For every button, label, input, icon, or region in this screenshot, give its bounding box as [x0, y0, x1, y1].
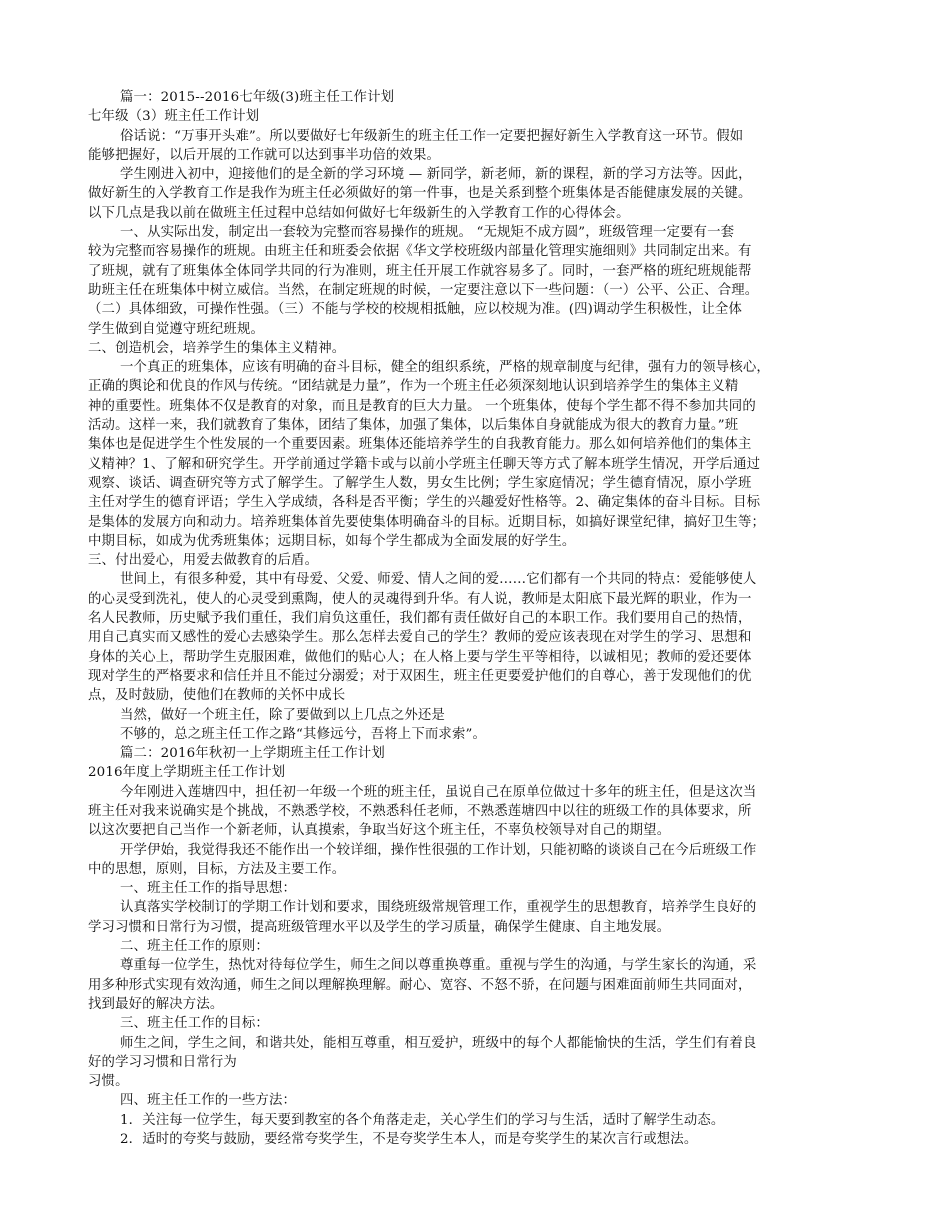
text-line: 做好新生的入学教育工作是我作为班主任必须做好的第一件事，也是关系到整个班集体是否能健康发展的关键。 [88, 186, 752, 202]
text-line: 是集体的发展方向和动力。培养班集体首先要使集体明确奋斗的目标。近期目标，如搞好课堂纪律，搞好卫生等； [88, 514, 766, 530]
text-line: 尊重每一位学生，热忱对待每位学生，师生之间以尊重换尊重。重视与学生的沟通，与学生家长的沟通，采 [120, 958, 757, 974]
text-line: 2016年度上学期班主任工作计划 [88, 765, 286, 781]
text-line: 的心灵受到洗礼，使人的心灵受到熏陶，使人的灵魂得到升华。有人说，教师是太阳底下最光辉的职业，作为一 [88, 591, 752, 607]
text-line: 学习习惯和日常行为习惯，提高班级管理水平以及学生的学习质量，确保学生健康、自主地发展。 [88, 919, 671, 935]
text-line: 班主任对我来说确实是个挑战，不熟悉学校，不熟悉科任老师，不熟悉莲塘四中以往的班级工作的具体要求，所 [88, 803, 752, 819]
text-line: 七年级（3）班主任工作计划 [88, 109, 260, 125]
text-line: 2．适时的夸奖与鼓励，要经常夸奖学生，不是夸奖学生本人，而是夸奖学生的某次言行或想法。 [120, 1132, 698, 1148]
text-line: 身体的关心上，帮助学生克服困难，做他们的贴心人；在人格上要与学生平等相待，以诚相见；教师的爱还要体 [88, 649, 752, 665]
text-line: 好的学习习惯和日常行为 [88, 1054, 237, 1070]
text-line: 世间上，有很多种爱，其中有母爱、父爱、师爱、情人之间的爱……它们都有一个共同的特点：爱能够使人 [120, 572, 757, 588]
text-line: 较为完整而容易操作的班规。由班主任和班委会依据《华文学校班级内部量化管理实施细则》共同制定出来。有 [88, 244, 752, 260]
text-line: 中期目标，如成为优秀班集体；远期目标，如每个学生都成为全面发展的好学生。 [88, 533, 576, 549]
text-line: 当然，做好一个班主任，除了要做到以上几点之外还是 [120, 707, 445, 723]
text-line: 观察、谈话、调查研究等方式了解学生。了解学生人数，男女生比例；学生家庭情况；学生德育情况，原小学班 [88, 475, 752, 491]
text-line: 一、从实际出发，制定出一套较为完整而容易操作的班规。 “无规矩不成方圆”，班级管理一定要有一套 [120, 225, 735, 241]
text-line: 二、班主任工作的原则： [120, 939, 269, 955]
text-line: 中的思想，原则，目标，方法及主要工作。 [88, 861, 346, 877]
text-line: 三、班主任工作的目标： [120, 1016, 269, 1032]
text-line: 篇一：2015--2016七年级(3)班主任工作计划 [120, 90, 395, 105]
text-line: 学生做到自觉遵守班纪班规。 [88, 321, 265, 337]
text-line: 神的重要性。班集体不仅是教育的对象，而且是教育的巨大力量。 一个班集体，使每个学生都不得不参加共同的 [88, 398, 756, 414]
text-line: 俗话说：“万事开头难”。所以要做好七年级新生的班主任工作一定要把握好新生入学教育这一环节。假如 [120, 128, 744, 144]
text-line: 主任对学生的德育评语；学生入学成绩，各科是否平衡；学生的兴趣爱好性格等。2、确定集体的奋斗目标。目标 [88, 495, 761, 511]
text-line: 活动。这样一来，我们就教育了集体，团结了集体，加强了集体，以后集体自身就能成为很大的教育力量。”班 [88, 418, 739, 434]
text-line: 用自己真实而又感性的爱心去感染学生。那么怎样去爱自己的学生？教师的爱应该表现在对学生的学习、思想和 [88, 630, 752, 646]
text-line: 习惯。 [88, 1074, 129, 1090]
text-line: 学生刚进入初中，迎接他们的是全新的学习环境 — 新同学，新老师，新的课程，新的学习方法等。因此， [120, 167, 752, 183]
text-line: 点，及时鼓励，使他们在教师的关怀中成长 [88, 688, 346, 704]
text-line: 能够把握好，以后开展的工作就可以达到事半功倍的效果。 [88, 147, 441, 163]
text-line: 今年刚进入莲塘四中，担任初一年级一个班的班主任，虽说自己在原单位做过十多年的班主任，但是这次当 [120, 784, 757, 800]
text-line: 三、付出爱心，用爱去做教育的后盾。 [88, 553, 319, 569]
text-line: 认真落实学校制订的学期工作计划和要求，围绕班级常规管理工作，重视学生的思想教育，培养学生良好的 [120, 900, 757, 916]
text-line: 不够的，总之班主任工作之路“其修远兮，吾将上下而求索”。 [120, 726, 487, 742]
text-line: 以下几点是我以前在做班主任过程中总结如何做好七年级新生的入学教育工作的心得体会。 [88, 205, 630, 221]
text-line: 现对学生的严格要求和信任并且不能过分溺爱；对于双困生，班主任更要爱护他们的自尊心，善于发现他们的优 [88, 668, 752, 684]
text-line: 四、班主任工作的一些方法： [120, 1093, 297, 1109]
text-line: 一个真正的班集体，应该有明确的奋斗目标，健全的组织系统，严格的规章制度与纪律，强有力的领导核心， [120, 360, 770, 376]
text-line: 1．关注每一位学生，每天要到教室的各个角落走走，关心学生们的学习与生活，适时了解学生动态。 [120, 1112, 725, 1128]
text-line: 集体也是促进学生个性发展的一个重要因素。班集体还能培养学生的自我教育能力。那么如何培养他们的集体主 [88, 437, 752, 453]
text-line: 一、班主任工作的指导思想： [120, 881, 297, 897]
text-line: 名人民教师，历史赋予我们重任，我们肩负这重任，我们都有责任做好自己的本职工作。我们要用自己的热情， [88, 611, 752, 627]
text-line: 篇二：2016年秋初一上学期班主任工作计划 [120, 746, 385, 762]
text-line: 师生之间，学生之间，和谐共处，能相互尊重，相互爱护，班级中的每个人都能愉快的生活，学生们有着良 [120, 1035, 757, 1051]
text-line: 开学伊始，我觉得我还不能作出一个较详细，操作性很强的工作计划，只能初略的谈谈自己在今后班级工作 [120, 842, 757, 858]
text-line: 以这次要把自己当作一个新老师，认真摸索，争取当好这个班主任，不辜负校领导对自己的期望。 [88, 823, 671, 839]
text-line: 用多种形式实现有效沟通，师生之间以理解换理解。耐心、宽容、不怒不骄，在问题与困难面前师生共同面对， [88, 977, 752, 993]
text-line: （二）具体细致，可操作性强。（三）不能与学校的校规相抵触，应以校规为准。(四)调动学生积极性，让全体 [88, 302, 742, 318]
text-line: 二、创造机会，培养学生的集体主义精神。 [88, 340, 346, 356]
text-line: 找到最好的解决方法。 [88, 996, 224, 1012]
text-line: 义精神？1、了解和研究学生。开学前通过学籍卡或与以前小学班主任聊天等方式了解本班学生情况，开学后通过 [88, 456, 761, 472]
text-line: 正确的舆论和优良的作风与传统。“团结就是力量”，作为一个班主任必须深刻地认识到培养学生的集体主义精 [88, 379, 739, 395]
text-line: 了班规，就有了班集体全体同学共同的行为准则，班主任开展工作就容易多了。同时，一套严格的班纪班规能帮 [88, 263, 752, 279]
text-line: 助班主任在班集体中树立威信。当然，在制定班规的时候，一定要注意以下一些问题：（一）公平、公正、合理。 [88, 282, 759, 298]
